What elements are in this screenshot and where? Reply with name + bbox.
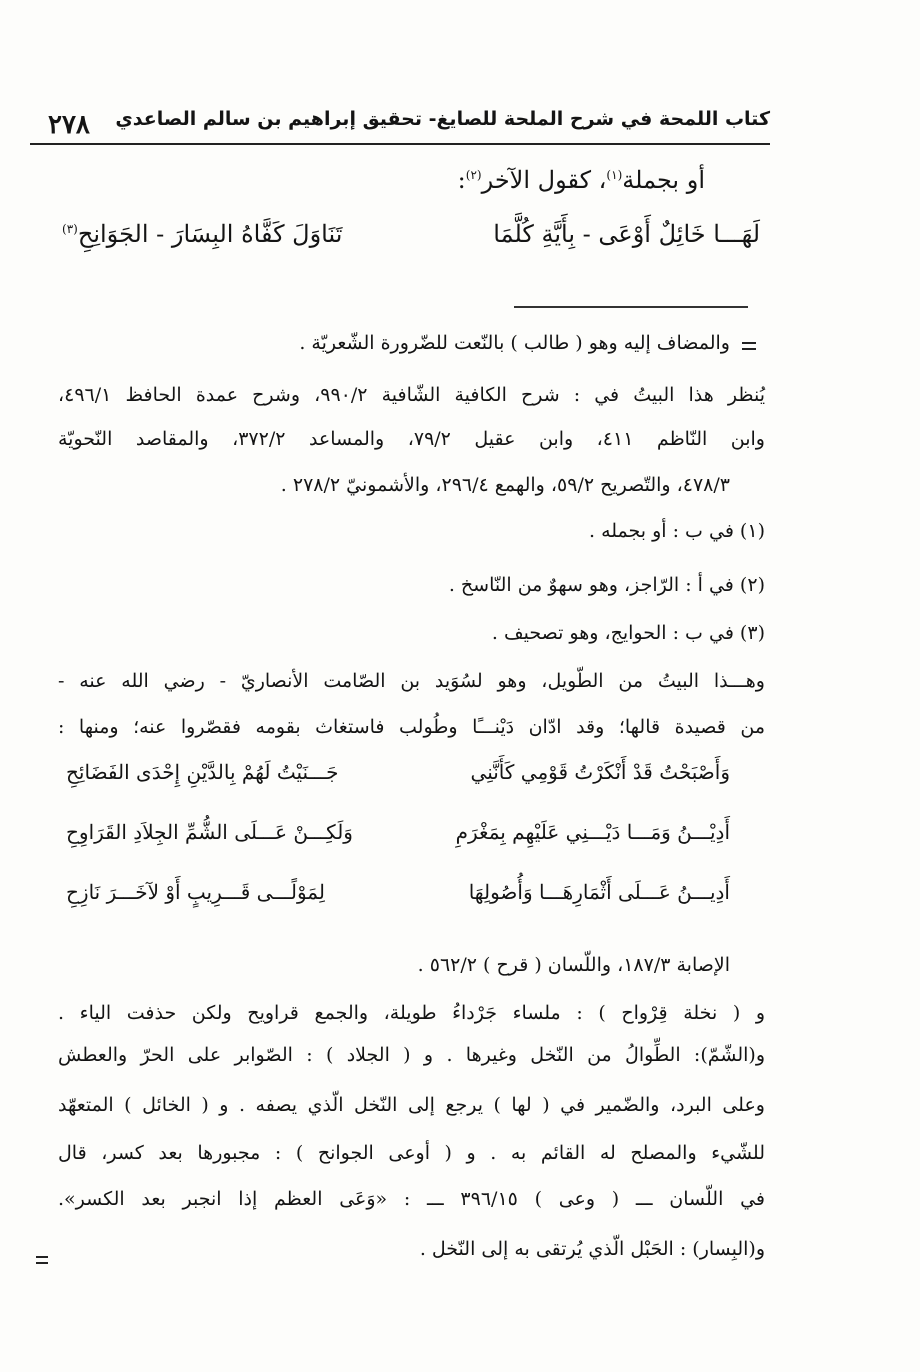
verse-left-text: تَنَاوَلَ كَفَّاهُ البِسَارَ - الجَوَانِحِ xyxy=(77,220,343,248)
footnote-line: وهـــذا البيتُ من الطّويل، وهو لسُوَيد بن الصّامت الأنصاريّ - رضي الله عنه - xyxy=(58,670,765,692)
header-rule xyxy=(30,143,770,145)
poem-line-left: جَـــنَيْتُ لَهُمْ بِالدَّيْنِ إِحْدَى الفَضَائِحِ xyxy=(66,760,339,784)
footnote-line: (٣) في ب : الحوايج، وهو تصحيف . xyxy=(491,622,765,644)
poem-line-left: لِمَوْلًـــى قَـــرِيبٍ أَوْ لآخَـــرَ نَازِحِ xyxy=(66,880,325,904)
footnote-ref-3: (٣) xyxy=(62,222,78,236)
footnote-line: وعلى البرد، والضّمير في ( لها ) يرجع إلى النّخل الّذي يصفه . و ( الخائل ) المتعهّد xyxy=(58,1094,765,1116)
footnote-ref-2: (٢) xyxy=(465,168,482,182)
verse-hemistich-right: لَهَـــا خَائِلٌ أَوْعَى - بِأَيَّةِ كُلَّمَا xyxy=(493,220,760,248)
footnote-line: الإصابة ١٨٧/٣، واللّسان ( قرح ) ٥٦٢/٢ . xyxy=(417,954,730,976)
continuation-mark xyxy=(742,338,756,354)
running-header-title: كتاب اللمحة في شرح الملحة للصايغ- تحقيق إبراهيم بن سالم الصاعدي xyxy=(115,108,770,130)
footnote-line: و ( نخلة قِرْواح ) : ملساء جَرْداءُ طويلة، والجمع قراويح ولكن حذفت الياء . xyxy=(58,1002,765,1024)
footnote-line: (١) في ب : أو بجمله . xyxy=(588,520,765,542)
footnote-line: (٢) في أ : الرّاجز، وهو سهوٌ من النّاسخ . xyxy=(448,574,765,596)
footnote-line: ٤٧٨/٣، والتّصريح ٥٩/٢، والهمع ٢٩٦/٤، والأشمونيّ ٢٧٨/٢ . xyxy=(280,474,730,496)
poem-line-right: وَأَصْبَحْتُ قَدْ أَنْكَرْتُ قَوْمِي كَأَنَّنِي xyxy=(470,760,730,784)
intro-line xyxy=(60,160,705,195)
footnote-line: للشّيء والمصلح له القائم به . و ( أوعى الجوانح ) : مجبورها بعد كسر، قال xyxy=(58,1142,765,1164)
footnote-line: يُنظر هذا البيتُ في : شرح الكافية الشّافية ٩٩٠/٢، وشرح عمدة الحافظ ٤٩٦/١، xyxy=(58,384,765,406)
intro-colon: : xyxy=(457,166,466,194)
footnote-line: والمضاف إليه وهو ( طالب ) بالنّعت للضّرورة الشّعريّة . xyxy=(299,332,730,354)
continued-mark xyxy=(36,1252,48,1268)
footnote-line: وابن النّاظم ٤١١، وابن عقيل ٧٩/٢، والمساعد ٣٧٢/٢، والمقاصد النّحويّة xyxy=(58,428,765,450)
verse-hemistich-left xyxy=(62,220,342,248)
footnote-separator xyxy=(514,306,748,308)
footnote-line: و(الشّمّ): الطِّوالُ من النّخل وغيرها . و ( الجلاد ) : الصّوابر على الحرّ والعطش xyxy=(58,1044,765,1066)
intro-text: أو بجملة xyxy=(622,166,705,194)
footnote-line: و(البِسار) : الحَبْل الّذي يُرتقى به إلى النّخل . xyxy=(419,1238,765,1260)
poem-line-left: وَلَكِـــنْ عَـــلَى الشُّمِّ الجِلاَدِ القَرَاوِحِ xyxy=(66,820,353,844)
poem-line-right: أَدِيْـــنُ وَمَـــا دَيْـــنِي عَلَيْهِم بِمَغْرَمِ xyxy=(455,820,730,844)
intro-rest: ، كقول الآخر xyxy=(481,166,607,194)
page-number: ٢٧٨ xyxy=(48,110,90,140)
footnote-line: في اللّسان ـــ ( وعى ) ٣٩٦/١٥ ـــ : «وَعَى العظم إذا انجبر بعد الكسر». xyxy=(58,1188,765,1210)
footnote-line: من قصيدة قالها؛ وقد ادّان دَيْنـــًا وطُولب فاستغاث بقومه فقصّروا عنه؛ ومنها : xyxy=(58,716,765,738)
footnote-ref-1: (١) xyxy=(606,168,623,182)
poem-line-right: أَدِيـــنُ عَـــلَى أَثْمَارِهَـــا وَأُصُولِهَا xyxy=(468,880,730,904)
